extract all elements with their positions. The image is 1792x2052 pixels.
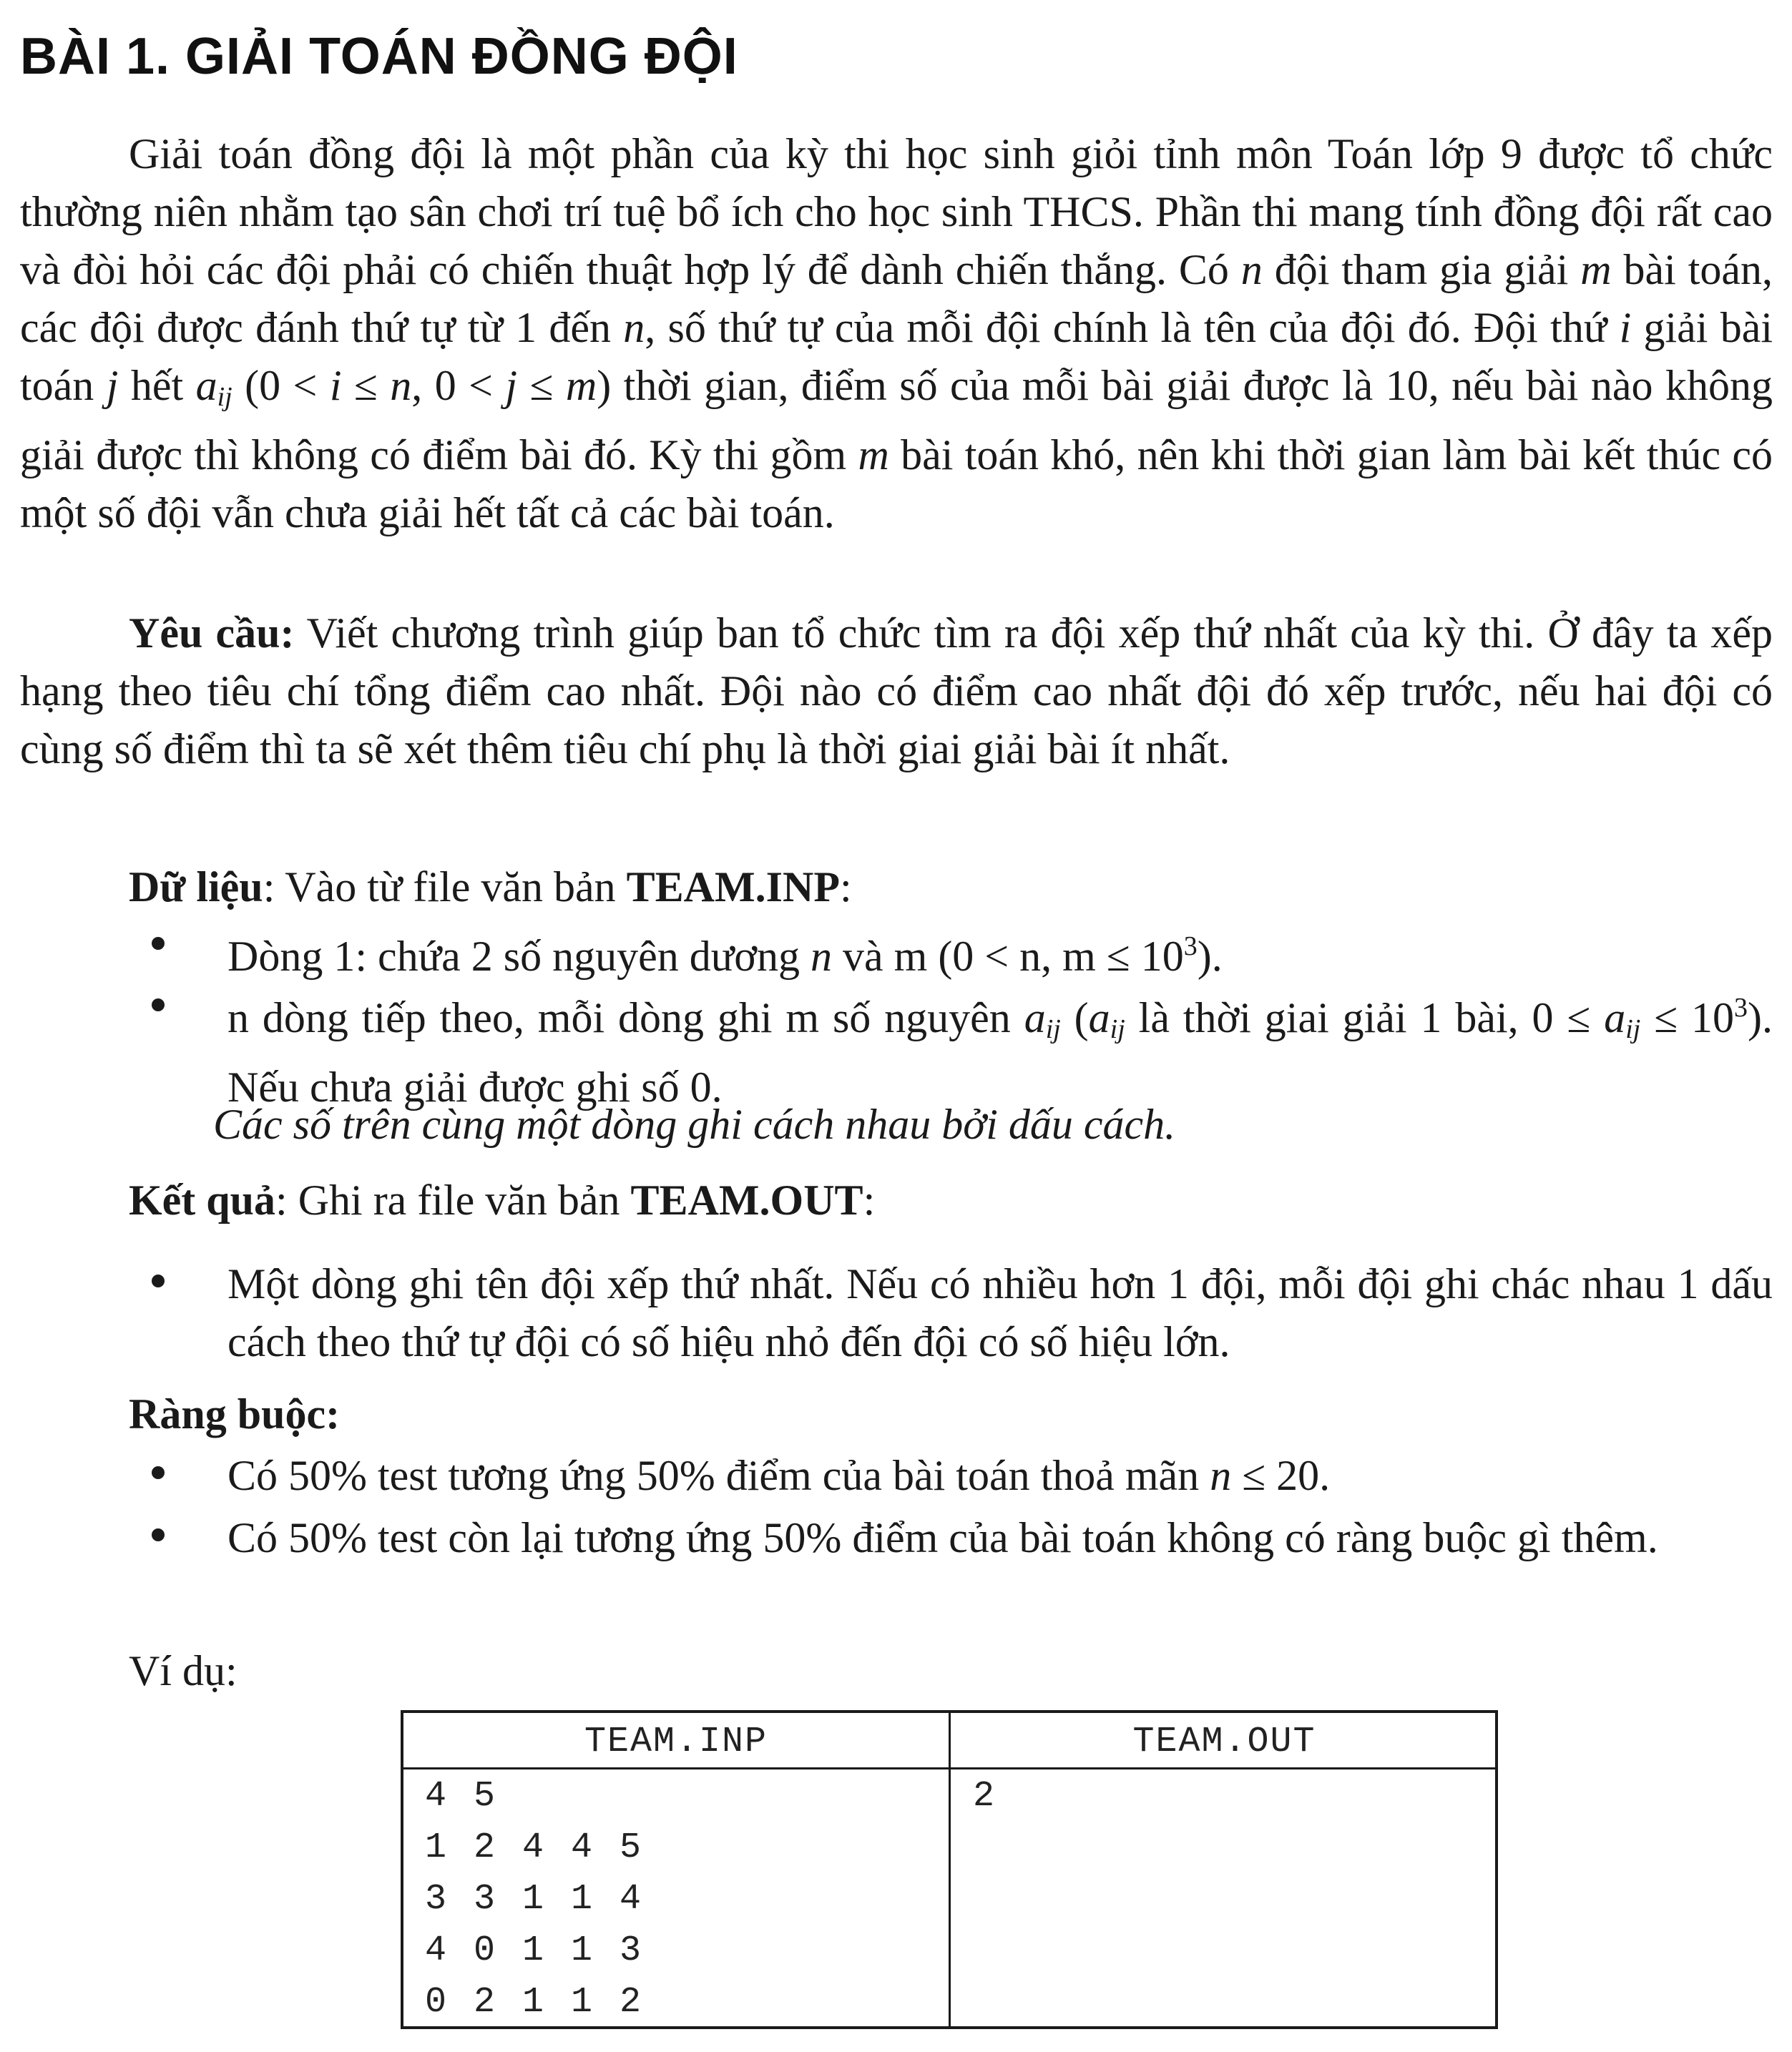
input-bullet-2: n dòng tiếp theo, mỗi dòng ghi m số nguyên $a_{ij}$ ($a_{ij}$ là thời giai giải 1 bài, $0 \le a_{ij} \le 10^3$). Nếu chưa giải được ghi số 0. bbox=[129, 979, 1773, 1095]
bullet-icon bbox=[152, 1275, 165, 1287]
problem-title: BÀI 1. GIẢI TOÁN ĐỒNG ĐỘI bbox=[20, 28, 738, 85]
bullet-icon bbox=[152, 1528, 165, 1541]
example-input-line: 4 5 bbox=[425, 1776, 499, 1817]
example-input-line: 0 2 1 1 2 bbox=[425, 1982, 645, 2023]
input-heading: Dữ liệu: Vào từ file văn bản TEAM.INP: bbox=[129, 863, 852, 910]
bullet-icon bbox=[152, 937, 165, 950]
example-input-line: 4 0 1 1 3 bbox=[425, 1930, 645, 1971]
example-output-line: 2 bbox=[973, 1776, 995, 1817]
table-column-divider bbox=[949, 1713, 951, 2026]
requirement-label: Yêu cầu: bbox=[129, 609, 295, 657]
example-input-line: 3 3 1 1 4 bbox=[425, 1879, 645, 1920]
intro-paragraph: Giải toán đồng đội là một phần của kỳ thi học sinh giỏi tỉnh môn Toán lớp 9 được tổ chức thường niên nhằm tạo sân chơi trí tuệ bổ ích cho học sinh THCS. Phần thi mang tính đồng đội rất cao và đòi hỏi các đội phải có chiến thuật hợp lý để dành chiến thắng. Có n đội tham gia giải m bài toán, các đội được đánh thứ tự từ 1 đến n, số thứ tự của mỗi đội chính là tên của đội đó. Đội thứ i giải bài toán j hết $a_{ij}$ (0 < i ≤ n, 0 < j ≤ m) thời gian, điểm số của mỗi bài giải được là 10, nếu bài nào không giải được thì không có điểm bài đó. Kỳ thi gồm m bài toán khó, nên khi thời gian làm bài kết thúc có một số đội vẫn chưa giải hết tất cả các bài toán. bbox=[20, 130, 1773, 536]
output-heading: Kết quả: Ghi ra file văn bản TEAM.OUT: bbox=[129, 1177, 876, 1224]
example-input-line: 1 2 4 4 5 bbox=[425, 1827, 645, 1868]
input-bullet-1: Dòng 1: chứa 2 số nguyên dương n và m (0 < n, $m \le 10^3$). bbox=[129, 918, 1773, 976]
constraints-heading: Ràng buộc: bbox=[129, 1390, 341, 1438]
example-output-header: TEAM.OUT bbox=[1132, 1722, 1316, 1762]
input-note: Các số trên cùng một dòng ghi cách nhau bởi dấu cách. bbox=[213, 1101, 1176, 1148]
bullet-icon bbox=[152, 998, 165, 1011]
constraint-bullet-2: Có 50% test còn lại tương ứng 50% điểm của bài toán không có ràng buộc gì thêm. bbox=[129, 1509, 1773, 1625]
output-bullet-1: Một dòng ghi tên đội xếp thứ nhất. Nếu có nhiều hơn 1 đội, mỗi đội ghi chác nhau 1 dấu cách theo thứ tự đội có số hiệu nhỏ đến đội có số hiệu lớn. bbox=[129, 1255, 1773, 1371]
constraint-bullet-1: Có 50% test tương ứng 50% điểm của bài toán thoả mãn n ≤ 20. bbox=[129, 1447, 1773, 1505]
bullet-icon bbox=[152, 1466, 165, 1479]
requirement-paragraph: Yêu cầu: Viết chương trình giúp ban tổ chức tìm ra đội xếp thứ nhất của kỳ thi. Ở đây ta xếp hạng theo tiêu chí tổng điểm cao nhất. Đội nào có điểm cao nhất đội đó xếp trước, nếu hai đội có cùng số điểm thì ta sẽ xét thêm tiêu chí phụ là thời giai giải bài ít nhất. bbox=[20, 609, 1773, 772]
example-input-header: TEAM.INP bbox=[584, 1722, 768, 1762]
example-label: Ví dụ: bbox=[129, 1647, 238, 1694]
example-table bbox=[401, 1710, 1498, 2029]
